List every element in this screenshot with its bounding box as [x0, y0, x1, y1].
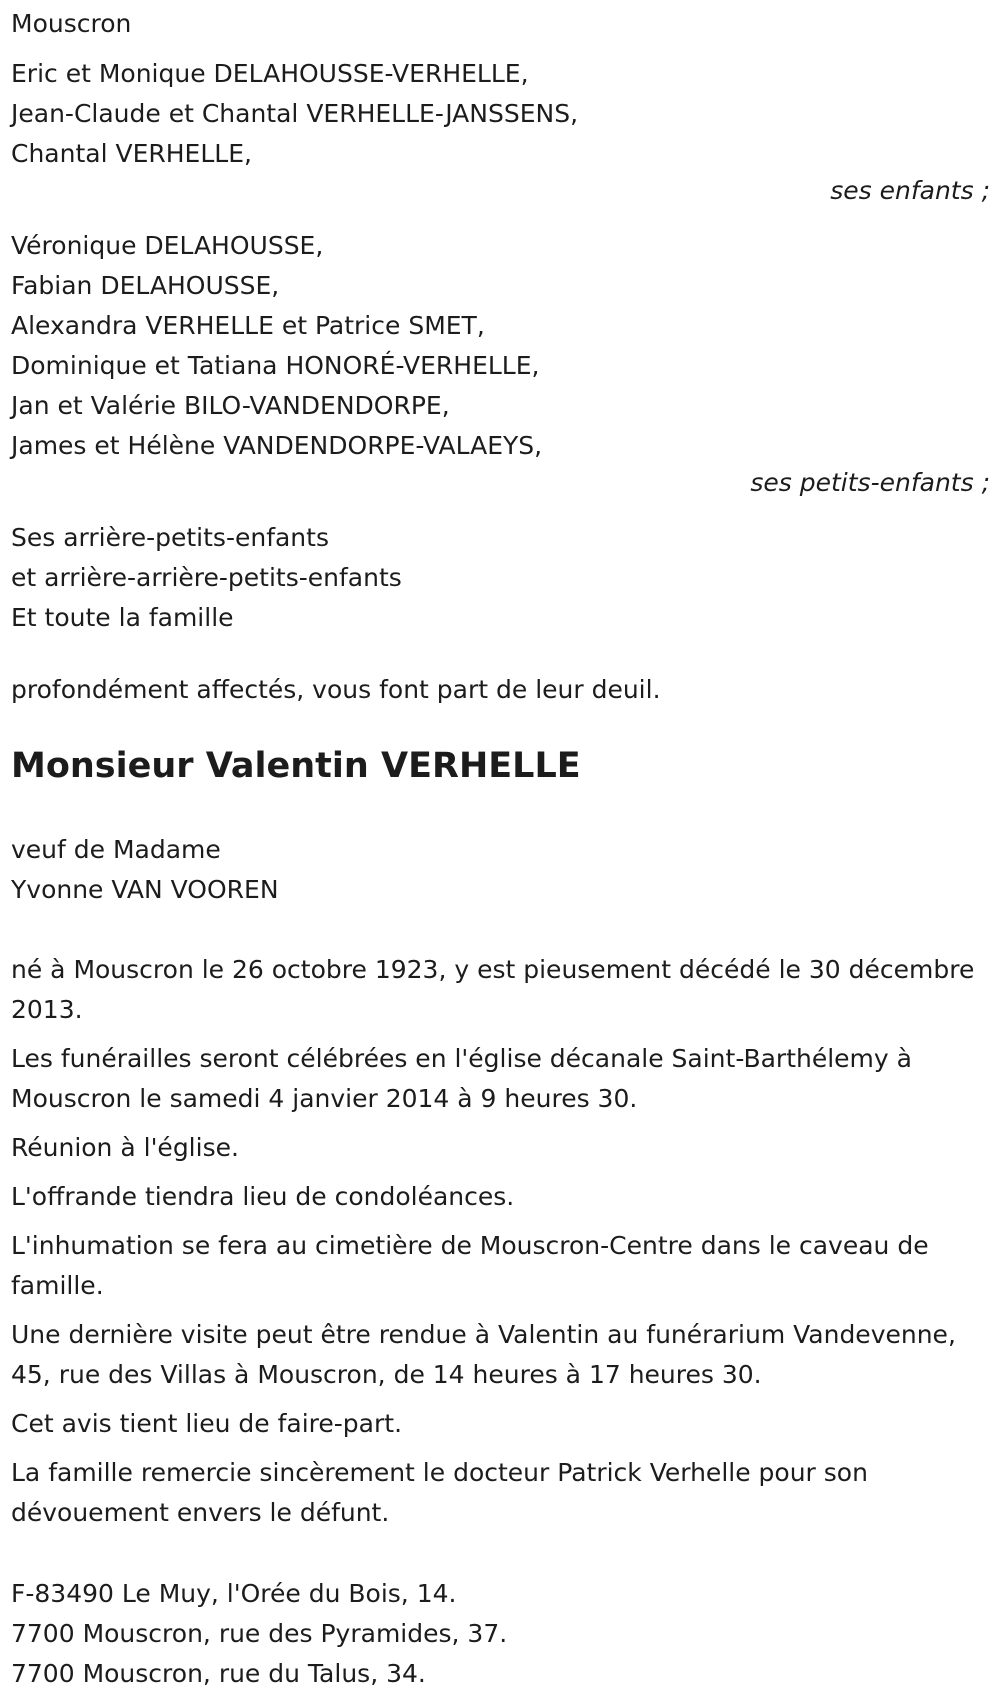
family-line: Et toute la famille	[11, 603, 234, 632]
other-family-group	[11, 518, 992, 638]
address-line: F-83490 Le Muy, l'Orée du Bois, 14.	[11, 1579, 457, 1608]
spouse-line: Yvonne VAN VOOREN	[11, 875, 279, 904]
family-line: Ses arrière-petits-enfants	[11, 523, 329, 552]
burial-paragraph: L'inhumation se fera au cimetière de Mouscron-Centre dans le caveau de famille.	[11, 1231, 929, 1300]
grandchildren-role: ses petits-enfants ;	[750, 468, 990, 497]
addresses-group	[11, 1574, 992, 1694]
child-name: Chantal VERHELLE,	[11, 139, 252, 168]
spouse-group	[11, 830, 992, 910]
visit-paragraph: Une dernière visite peut être rendue à Valentin au funérarium Vandevenne, 45, rue des Villas à Mouscron, de 14 heures à 17 heures 30.	[11, 1320, 956, 1389]
spacer	[11, 44, 992, 54]
spacer	[11, 790, 992, 830]
funeral-paragraph: Les funérailles seront célébrées en l'église décanale Saint-Barthélemy à Mouscron le samedi 4 janvier 2014 à 9 heures 30.	[11, 1044, 912, 1113]
child-name: Jean-Claude et Chantal VERHELLE-JANSSENS,	[11, 99, 579, 128]
address-line: 7700 Mouscron, rue du Talus, 34.	[11, 1659, 426, 1688]
spouse-line: veuf de Madame	[11, 835, 221, 864]
grandchild-name: Alexandra VERHELLE et Patrice SMET,	[11, 311, 485, 340]
spacer	[11, 710, 992, 742]
grandchildren-group	[11, 226, 992, 500]
grandchild-name: Véronique DELAHOUSSE,	[11, 231, 324, 260]
grandchild-name: James et Hélène VANDENDORPE-VALAEYS,	[11, 431, 543, 460]
child-name: Eric et Monique DELAHOUSSE-VERHELLE,	[11, 59, 529, 88]
address-line: 7700 Mouscron, rue des Pyramides, 37.	[11, 1619, 508, 1648]
grandchild-name: Dominique et Tatiana HONORÉ-VERHELLE,	[11, 351, 540, 380]
notice-paragraph: Cet avis tient lieu de faire-part.	[11, 1409, 403, 1438]
place-name: Mouscron	[11, 9, 132, 38]
announcement-text: profondément affectés, vous font part de leur deuil.	[11, 675, 661, 704]
spacer	[11, 638, 992, 670]
birth-death-paragraph: né à Mouscron le 26 octobre 1923, y est pieusement décédé le 30 décembre 2013.	[11, 955, 975, 1024]
meeting-paragraph: Réunion à l'église.	[11, 1133, 239, 1162]
deceased-name: Monsieur Valentin VERHELLE	[11, 746, 581, 786]
details-section	[11, 950, 992, 1533]
spacer	[11, 910, 992, 950]
children-group	[11, 54, 992, 208]
thanks-paragraph: La famille remercie sincèrement le docteur Patrick Verhelle pour son dévouement envers le défunt.	[11, 1458, 868, 1527]
grandchild-name: Fabian DELAHOUSSE,	[11, 271, 280, 300]
grandchild-name: Jan et Valérie BILO-VANDENDORPE,	[11, 391, 450, 420]
children-role: ses enfants ;	[830, 176, 990, 205]
offering-paragraph: L'offrande tiendra lieu de condoléances.	[11, 1182, 515, 1211]
spacer	[11, 1542, 992, 1574]
family-line: et arrière-arrière-petits-enfants	[11, 563, 402, 592]
